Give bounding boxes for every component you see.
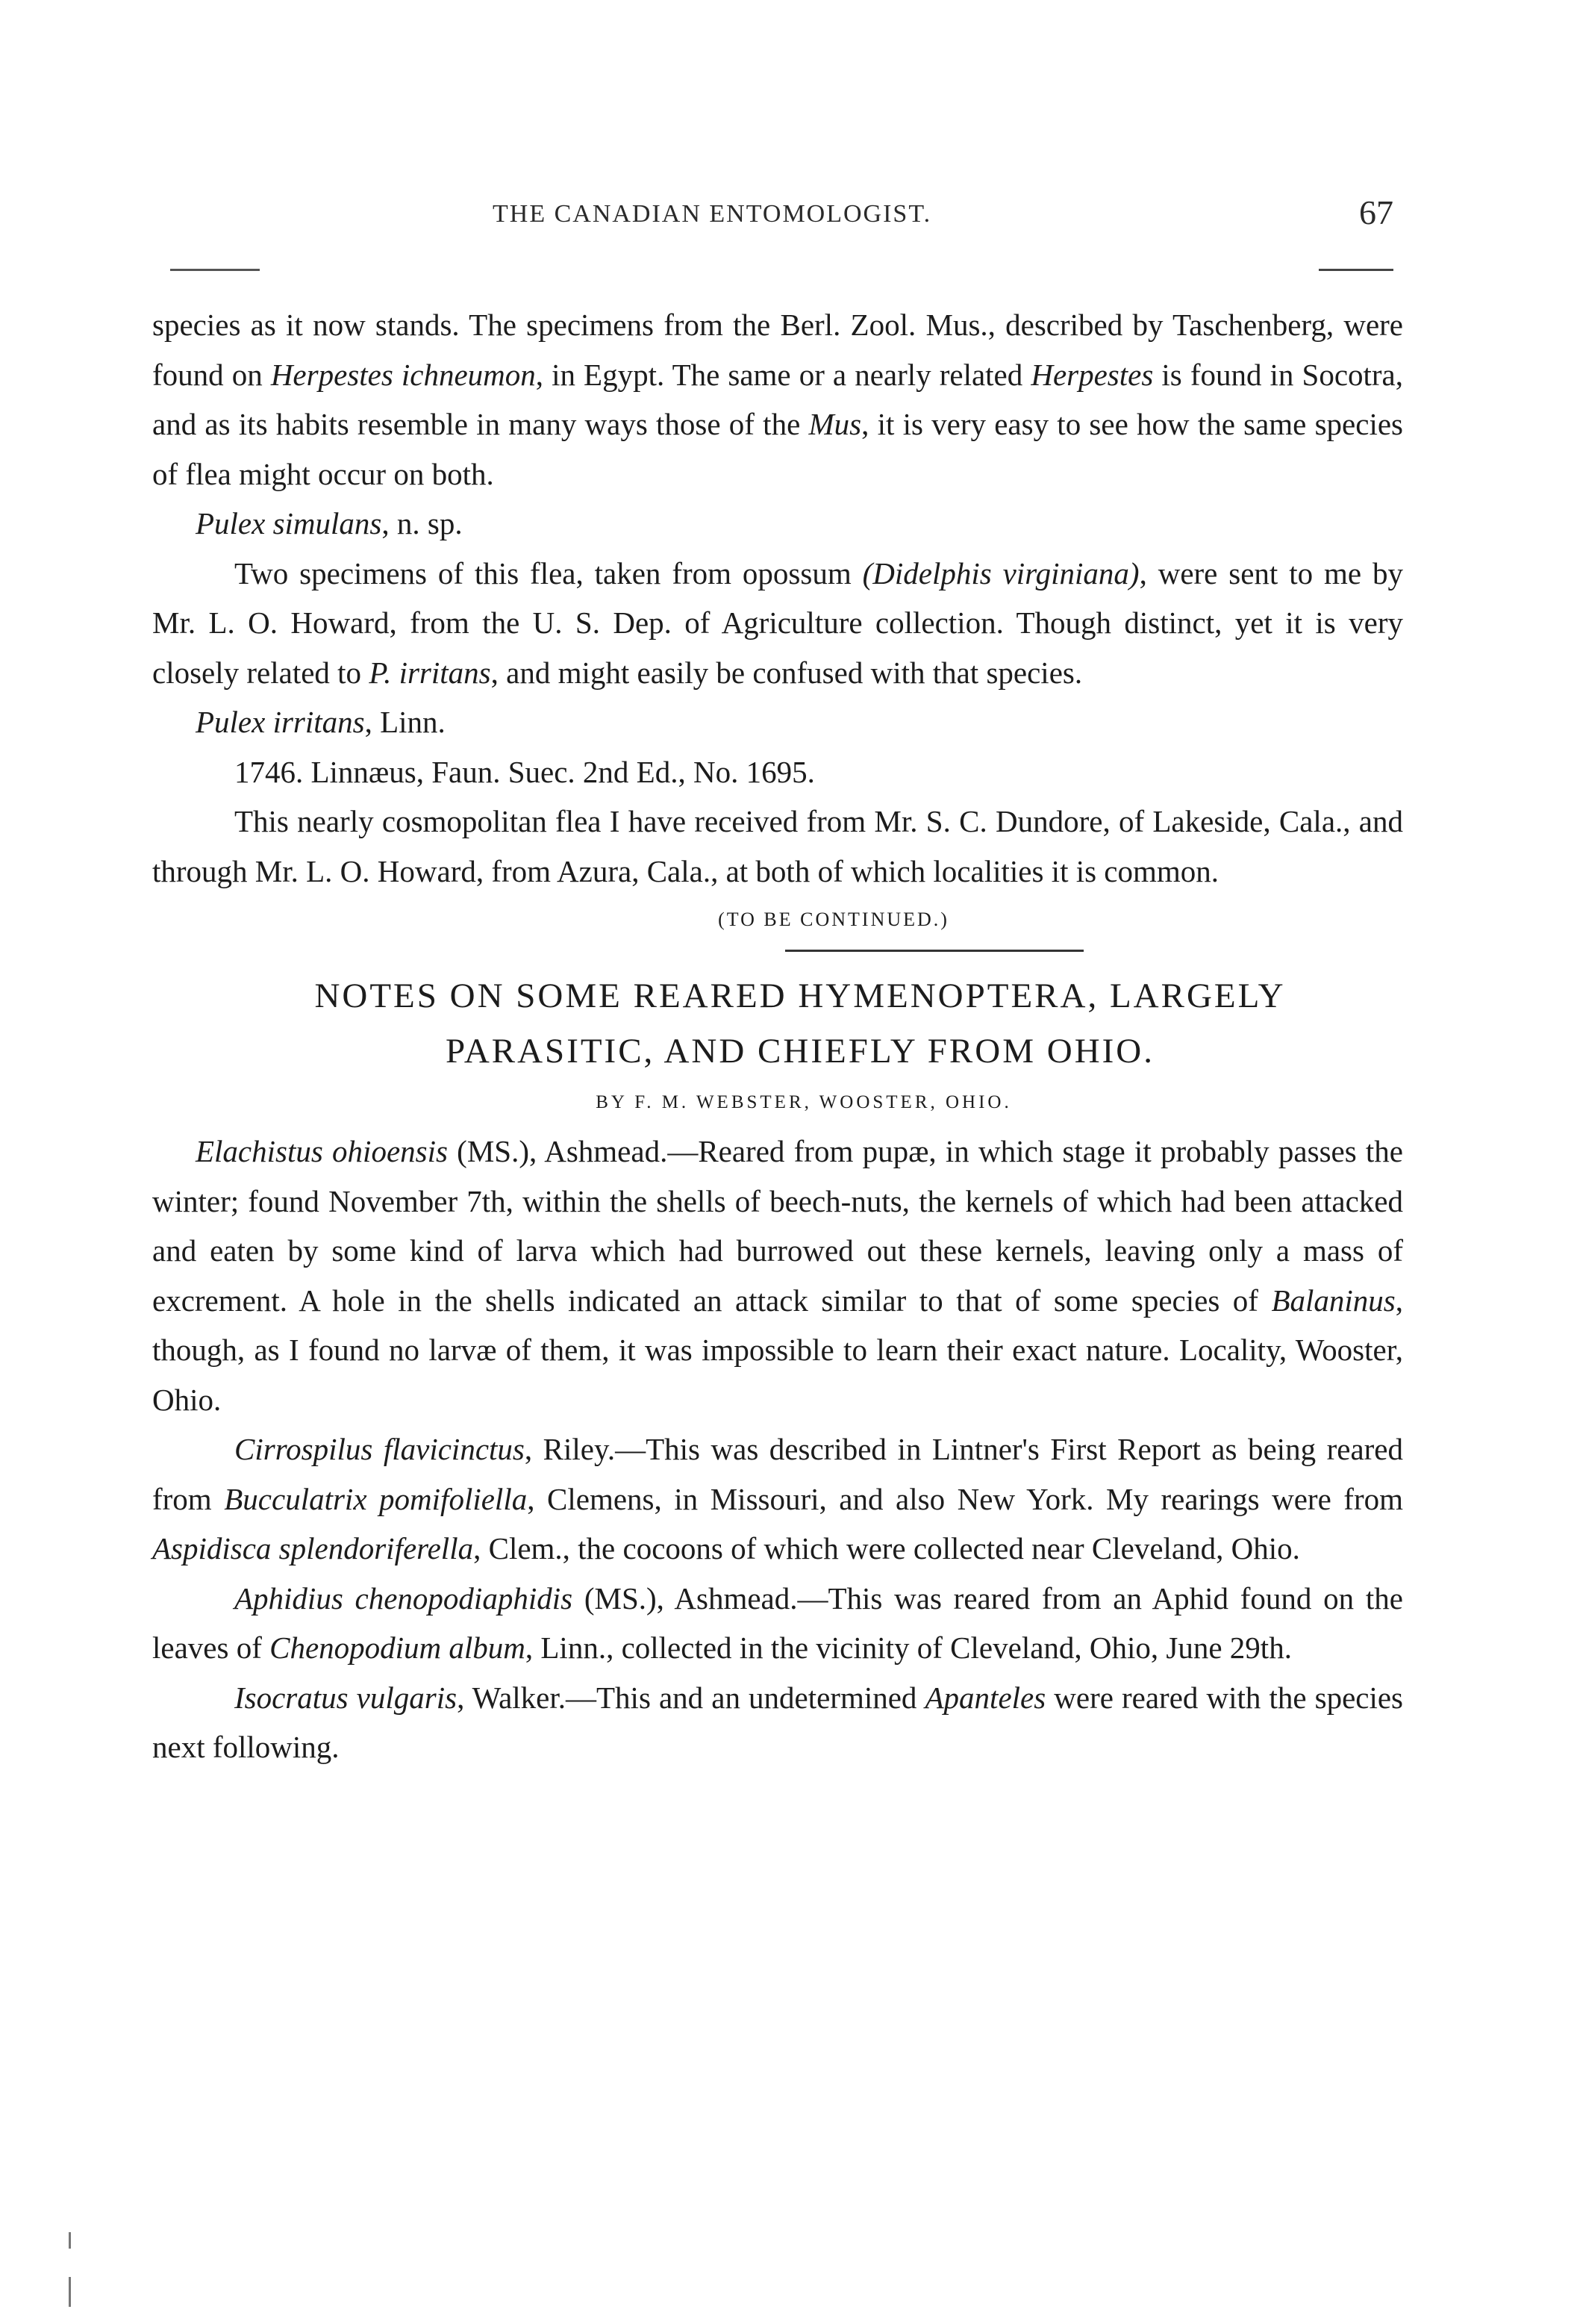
margin-mark xyxy=(69,2232,71,2249)
article-title-line: NOTES ON SOME REARED HYMENOPTERA, LARGELY xyxy=(314,976,1286,1015)
species-name: P. irritans xyxy=(369,655,491,690)
species-paragraph: This nearly cosmopolitan flea I have received from Mr. S. C. Dundore, of Lakeside, Cala., and through Mr. L. O. Howard, from Azura, Cala., at both of which localities it is common. xyxy=(152,804,1403,888)
species-name: Pulex irritans xyxy=(196,705,365,739)
citation: 1746. Linnæus, Faun. Suec. 2nd Ed., No. 1695. xyxy=(234,754,815,789)
header-rule-right xyxy=(1319,269,1393,271)
page-number: 67 xyxy=(1359,193,1393,231)
entry-paragraph: Aphidius chenopodiaphidis (MS.), Ashmead.—This was reared from an Aphid found on the leaves of Chenopodium album, Linn., collected in the vicinity of Cleveland, Ohio, June 29th. xyxy=(152,1580,1403,1665)
species-name: Pulex simulans xyxy=(196,506,382,540)
species-name: Cirrospilus flavicinctus xyxy=(234,1432,525,1466)
byline: BY F. M. WEBSTER, WOOSTER, OHIO. xyxy=(596,1092,1012,1112)
margin-mark xyxy=(69,2277,71,2307)
species-name: Aphidius chenopodiaphidis xyxy=(234,1580,573,1616)
species-heading: Pulex irritans, Linn. xyxy=(196,705,446,739)
species-name: Elachistus ohioensis xyxy=(196,1134,448,1168)
running-head: THE CANADIAN ENTOMOLOGIST. xyxy=(493,200,932,228)
host-name: (Didelphis virginiana) xyxy=(862,555,1140,591)
plant-name: Chenopodium album xyxy=(269,1630,525,1665)
species-name: Isocratus vulgaris xyxy=(234,1680,457,1715)
header-rule-left xyxy=(170,269,260,271)
species-paragraph: Two specimens of this flea, taken from opossum (Didelphis virginiana), were sent to me by Mr. L. O. Howard, from the U. S. Dep. of Agriculture collection. Though distinct, yet it is very closely related to P. irritans, and might easily be confused with that species. xyxy=(152,555,1403,690)
genus-name: Apanteles xyxy=(925,1680,1046,1715)
host-name: Aspidisca splendoriferella xyxy=(152,1531,474,1566)
section-divider xyxy=(785,950,1084,952)
host-name: Bucculatrix pomifoliella xyxy=(224,1481,528,1516)
host-name: Herpestes xyxy=(1031,357,1154,392)
continued-paragraph: species as it now stands. The specimens from the Berl. Zool. Mus., described by Taschenberg, were found on Herpestes ichneumon, in Egypt. The same or a nearly related Herpestes is found in Socotra, and as its habits resemble in many ways those of the Mus, it is very easy to see how the same species of flea might occur on both. xyxy=(152,308,1404,491)
host-name: Herpestes ichneumon xyxy=(270,357,536,392)
to-be-continued: (TO BE CONTINUED.) xyxy=(718,909,949,930)
entry-paragraph: Cirrospilus flavicinctus, Riley.—This was described in Lintner's First Report as being reared from Bucculatrix pomifoliella, Clemens, in Missouri, and also New York. My rearings were from Aspidisca splendoriferella, Clem., the cocoons of which were collected near Cleveland, Ohio. xyxy=(152,1432,1404,1566)
species-heading: Pulex simulans, n. sp. xyxy=(196,506,463,540)
entry-paragraph: Isocratus vulgaris, Walker.—This and an undetermined Apanteles were reared with the species next following. xyxy=(152,1680,1404,1764)
host-name: Mus xyxy=(808,407,862,441)
entry-paragraph: Elachistus ohioensis (MS.), Ashmead.—Reared from pupæ, in which stage it probably passes the winter; found November 7th, within the shells of beech-nuts, the kernels of which had been attacked and eaten by some kind of larva which had burrowed out these kernels, leaving only a mass of excrement. A hole in the shells indicated an attack similar to that of some species of Balaninus, though, as I found no larvæ of them, it was impossible to learn their exact nature. Locality, Wooster, Ohio. xyxy=(152,1134,1404,1417)
article-title-line: PARASITIC, AND CHIEFLY FROM OHIO. xyxy=(446,1032,1155,1071)
page-body xyxy=(152,300,1403,1772)
genus-name: Balaninus xyxy=(1271,1283,1396,1318)
